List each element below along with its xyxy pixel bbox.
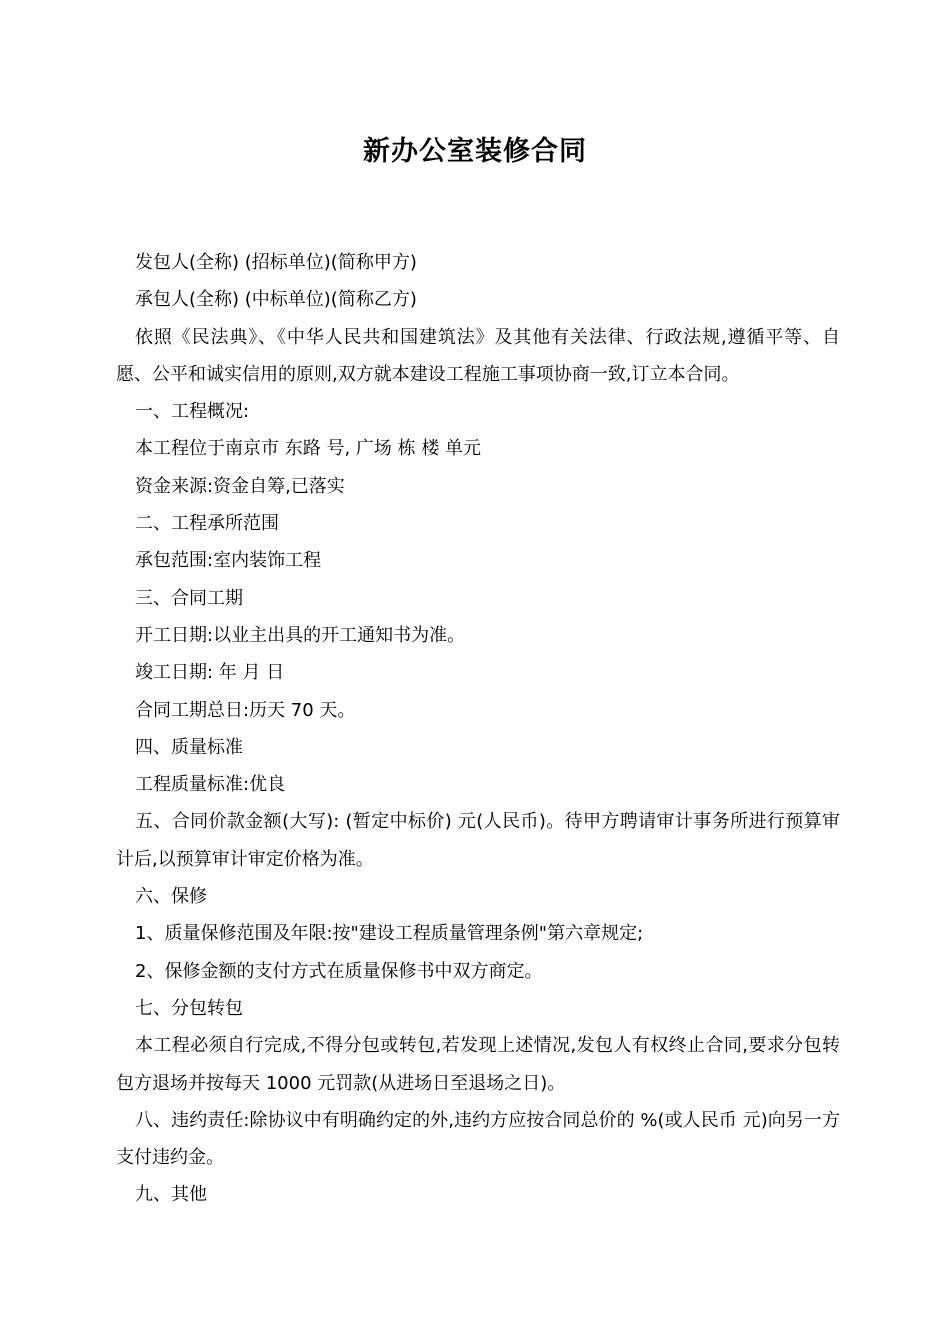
paragraph-warranty-payment: 2、保修金额的支付方式在质量保修书中双方商定。 [135,960,543,982]
document-body [116,244,840,1214]
paragraph-employer: 发包人(全称) (招标单位)(简称甲方) [135,252,417,273]
paragraph-funding-source: 资金来源:资金自筹,已落实 [135,475,345,497]
section-heading-quality: 四、质量标准 [135,736,243,758]
paragraph-contractor: 承包人(全称) (中标单位)(简称乙方) [135,289,417,311]
paragraph-quality-standard: 工程质量标准:优良 [135,774,286,796]
section-heading-warranty: 六、保修 [135,886,207,908]
section-heading-scope: 二、工程承所范围 [135,513,279,535]
paragraph-project-location: 本工程位于南京市 东路 号, 广场 栋 楼 单元 [135,438,482,460]
document-title: 新办公室装修合同 [363,136,587,167]
section-heading-subcontract: 七、分包转包 [135,997,243,1019]
paragraph-warranty-scope: 1、质量保修范围及年限:按"建设工程质量管理条例"第六章规定; [135,923,644,945]
paragraph-contract-price: 五、合同价款金额(大写): (暂定中标价) 元(人民币)。待甲方聘请审计事务所进行预算审计后,以预算审计审定价格为准。 [116,811,840,870]
paragraph-subcontract-terms: 本工程必须自行完成,不得分包或转包,若发现上述情况,发包人有权终止合同,要求分包转包方退场并按每天 1000 元罚款(从进场日至退场之日)。 [116,1035,840,1094]
section-heading-other: 九、其他 [135,1184,207,1206]
paragraph-total-duration: 合同工期总日:历天 70 天。 [135,699,356,721]
paragraph-contract-scope: 承包范围:室内装饰工程 [135,550,322,572]
section-heading-duration: 三、合同工期 [135,587,243,609]
paragraph-liability: 八、违约责任:除协议中有明确约定的外,违约方应按合同总价的 %(或人民币 元)向另一方支付违约金。 [116,1109,840,1169]
section-heading-project-overview: 一、工程概况: [135,401,250,423]
paragraph-completion-date: 竣工日期: 年 月 日 [135,662,285,684]
paragraph-start-date: 开工日期:以业主出具的开工通知书为准。 [135,624,466,646]
paragraph-legal-basis: 依照《民法典》、《中华人民共和国建筑法》及其他有关法律、行政法规,遵循平等、自愿、公平和诚实信用的原则,双方就本建设工程施工事项协商一致,订立本合同。 [116,326,840,385]
